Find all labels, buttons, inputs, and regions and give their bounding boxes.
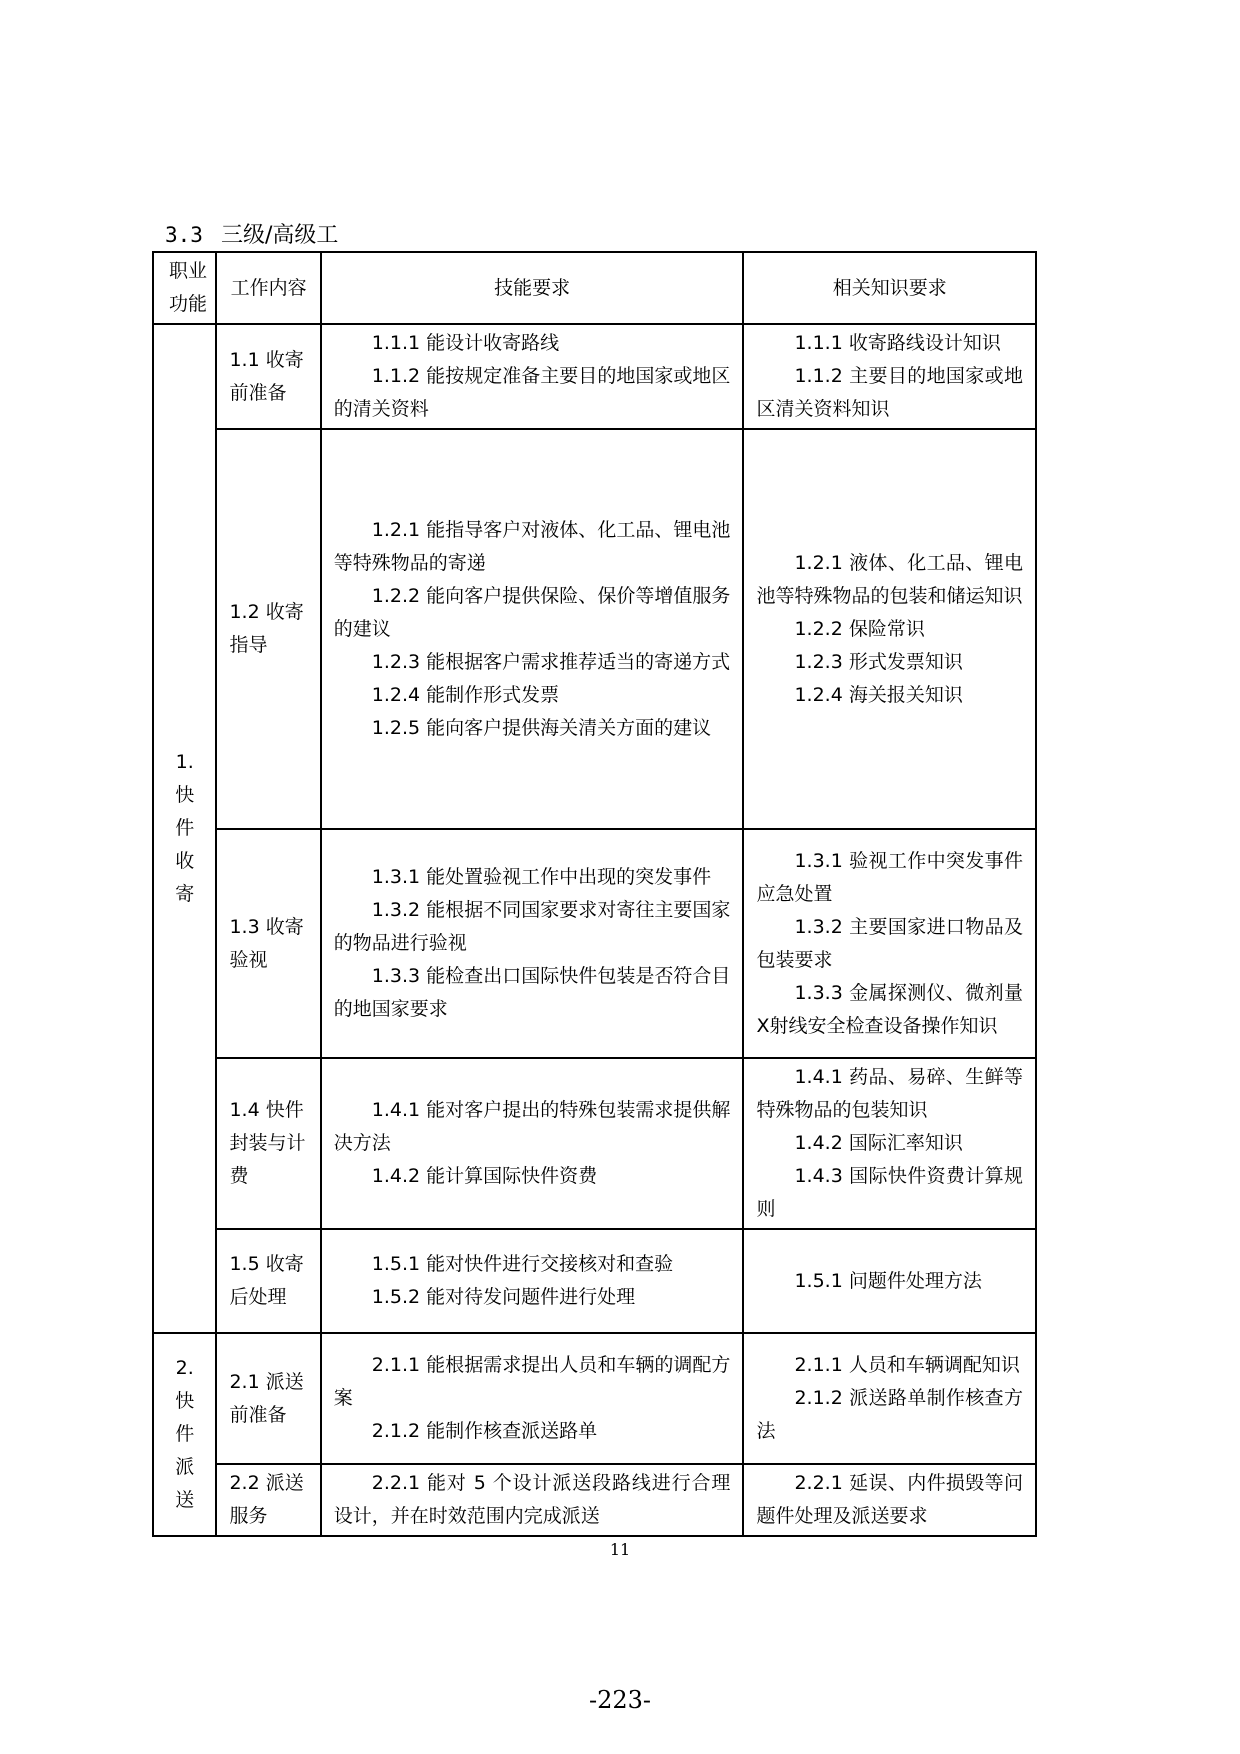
table-row <box>153 1229 1036 1333</box>
skill-item: 1.5.1 能对快件进行交接核对和查验 <box>371 1253 674 1275</box>
knowledge-cell <box>743 1058 1036 1229</box>
knowledge-item: 1.2.3 形式发票知识 <box>794 650 963 673</box>
knowledge-item: 1.3.1 验视工作中突发事件应急处置 <box>756 849 1023 905</box>
function-cell: 1.快件收寄 <box>153 324 216 1333</box>
skill-item: 1.5.2 能对待发问题件进行处理 <box>371 1286 636 1308</box>
skills-cell <box>321 429 744 829</box>
work-cell: 1.4 快件封装与计费 <box>216 1058 320 1229</box>
skill-item: 1.4.2 能计算国际快件资费 <box>371 1165 598 1187</box>
work-cell: 1.1 收寄前准备 <box>216 324 320 429</box>
skill-item: 1.2.3 能根据客户需求推荐适当的寄递方式 <box>371 650 731 673</box>
knowledge-item: 2.1.1 人员和车辆调配知识 <box>794 1354 1020 1376</box>
section-heading <box>165 220 338 251</box>
work-cell: 2.1 派送前准备 <box>216 1333 320 1464</box>
header-knowledge: 相关知识要求 <box>743 252 1036 324</box>
skill-item: 1.3.2 能根据不同国家要求对寄往主要国家的物品进行验视 <box>333 899 731 954</box>
knowledge-item: 1.2.4 海关报关知识 <box>794 683 963 706</box>
table-row <box>153 324 1036 429</box>
skills-cell <box>321 1333 744 1464</box>
knowledge-cell <box>743 829 1036 1058</box>
skill-item: 1.4.1 能对客户提出的特殊包装需求提供解决方法 <box>333 1099 731 1154</box>
work-cell: 1.2 收寄指导 <box>216 429 320 829</box>
section-title: 三级/高级工 <box>220 223 339 248</box>
knowledge-cell <box>743 324 1036 429</box>
skills-cell <box>321 1229 744 1333</box>
knowledge-item: 1.1.2 主要目的地国家或地区清关资料知识 <box>756 365 1023 420</box>
knowledge-item: 1.2.1 液体、化工品、锂电池等特殊物品的包装和储运知识 <box>756 551 1023 607</box>
table-row <box>153 429 1036 829</box>
knowledge-item: 1.3.2 主要国家进口物品及包装要求 <box>756 915 1023 971</box>
knowledge-item: 1.3.3 金属探测仪、微剂量X射线安全检查设备操作知识 <box>756 981 1023 1037</box>
knowledge-cell <box>743 429 1036 829</box>
header-work: 工作内容 <box>216 252 320 324</box>
global-page-number: -223- <box>588 1686 652 1714</box>
skills-cell <box>321 1058 744 1229</box>
knowledge-cell <box>743 1464 1036 1536</box>
skills-table <box>152 251 1037 1537</box>
section-number: 3.3 <box>165 223 203 247</box>
skills-cell <box>321 829 744 1058</box>
skill-item: 1.1.2 能按规定准备主要目的地国家或地区的清关资料 <box>333 365 731 420</box>
skill-item: 1.2.5 能向客户提供海关清关方面的建议 <box>371 716 712 739</box>
knowledge-item: 1.4.3 国际快件资费计算规则 <box>756 1165 1023 1220</box>
table-row <box>153 1333 1036 1464</box>
skill-item: 1.3.3 能检查出口国际快件包装是否符合目的地国家要求 <box>333 965 731 1020</box>
skill-item: 2.1.1 能根据需求提出人员和车辆的调配方案 <box>333 1354 731 1409</box>
function-cell: 2.快件派送 <box>153 1333 216 1536</box>
knowledge-item: 1.1.1 收寄路线设计知识 <box>794 332 1001 354</box>
knowledge-item: 1.2.2 保险常识 <box>794 617 925 640</box>
table-header-row <box>153 252 1036 324</box>
skill-item: 1.2.4 能制作形式发票 <box>371 683 560 706</box>
skill-item: 2.2.1 能对 5 个设计派送段路线进行合理设计，并在时效范围内完成派送 <box>333 1472 731 1527</box>
work-cell: 1.3 收寄验视 <box>216 829 320 1058</box>
knowledge-item: 1.5.1 问题件处理方法 <box>794 1269 982 1292</box>
header-function: 职业功能 <box>153 252 216 324</box>
work-cell: 2.2 派送服务 <box>216 1464 320 1536</box>
work-cell: 1.5 收寄后处理 <box>216 1229 320 1333</box>
skill-item: 1.3.1 能处置验视工作中出现的突发事件 <box>371 866 712 888</box>
table-row <box>153 1464 1036 1536</box>
knowledge-item: 1.4.2 国际汇率知识 <box>794 1132 963 1154</box>
header-skills: 技能要求 <box>321 252 744 324</box>
knowledge-cell <box>743 1229 1036 1333</box>
table-row <box>153 1058 1036 1229</box>
skills-cell <box>321 324 744 429</box>
knowledge-cell <box>743 1333 1036 1464</box>
skill-item: 1.1.1 能设计收寄路线 <box>371 332 560 354</box>
knowledge-item: 2.2.1 延误、内件损毁等问题件处理及派送要求 <box>756 1472 1023 1527</box>
knowledge-item: 2.1.2 派送路单制作核查方法 <box>756 1387 1023 1442</box>
skill-item: 1.2.1 能指导客户对液体、化工品、锂电池等特殊物品的寄递 <box>333 518 731 574</box>
skills-cell <box>321 1464 744 1536</box>
skill-item: 1.2.2 能向客户提供保险、保价等增值服务的建议 <box>333 584 731 640</box>
knowledge-item: 1.4.1 药品、易碎、生鲜等特殊物品的包装知识 <box>756 1066 1023 1121</box>
skill-item: 2.1.2 能制作核查派送路单 <box>371 1420 598 1442</box>
table-row <box>153 829 1036 1058</box>
page-number: 11 <box>609 1540 631 1559</box>
